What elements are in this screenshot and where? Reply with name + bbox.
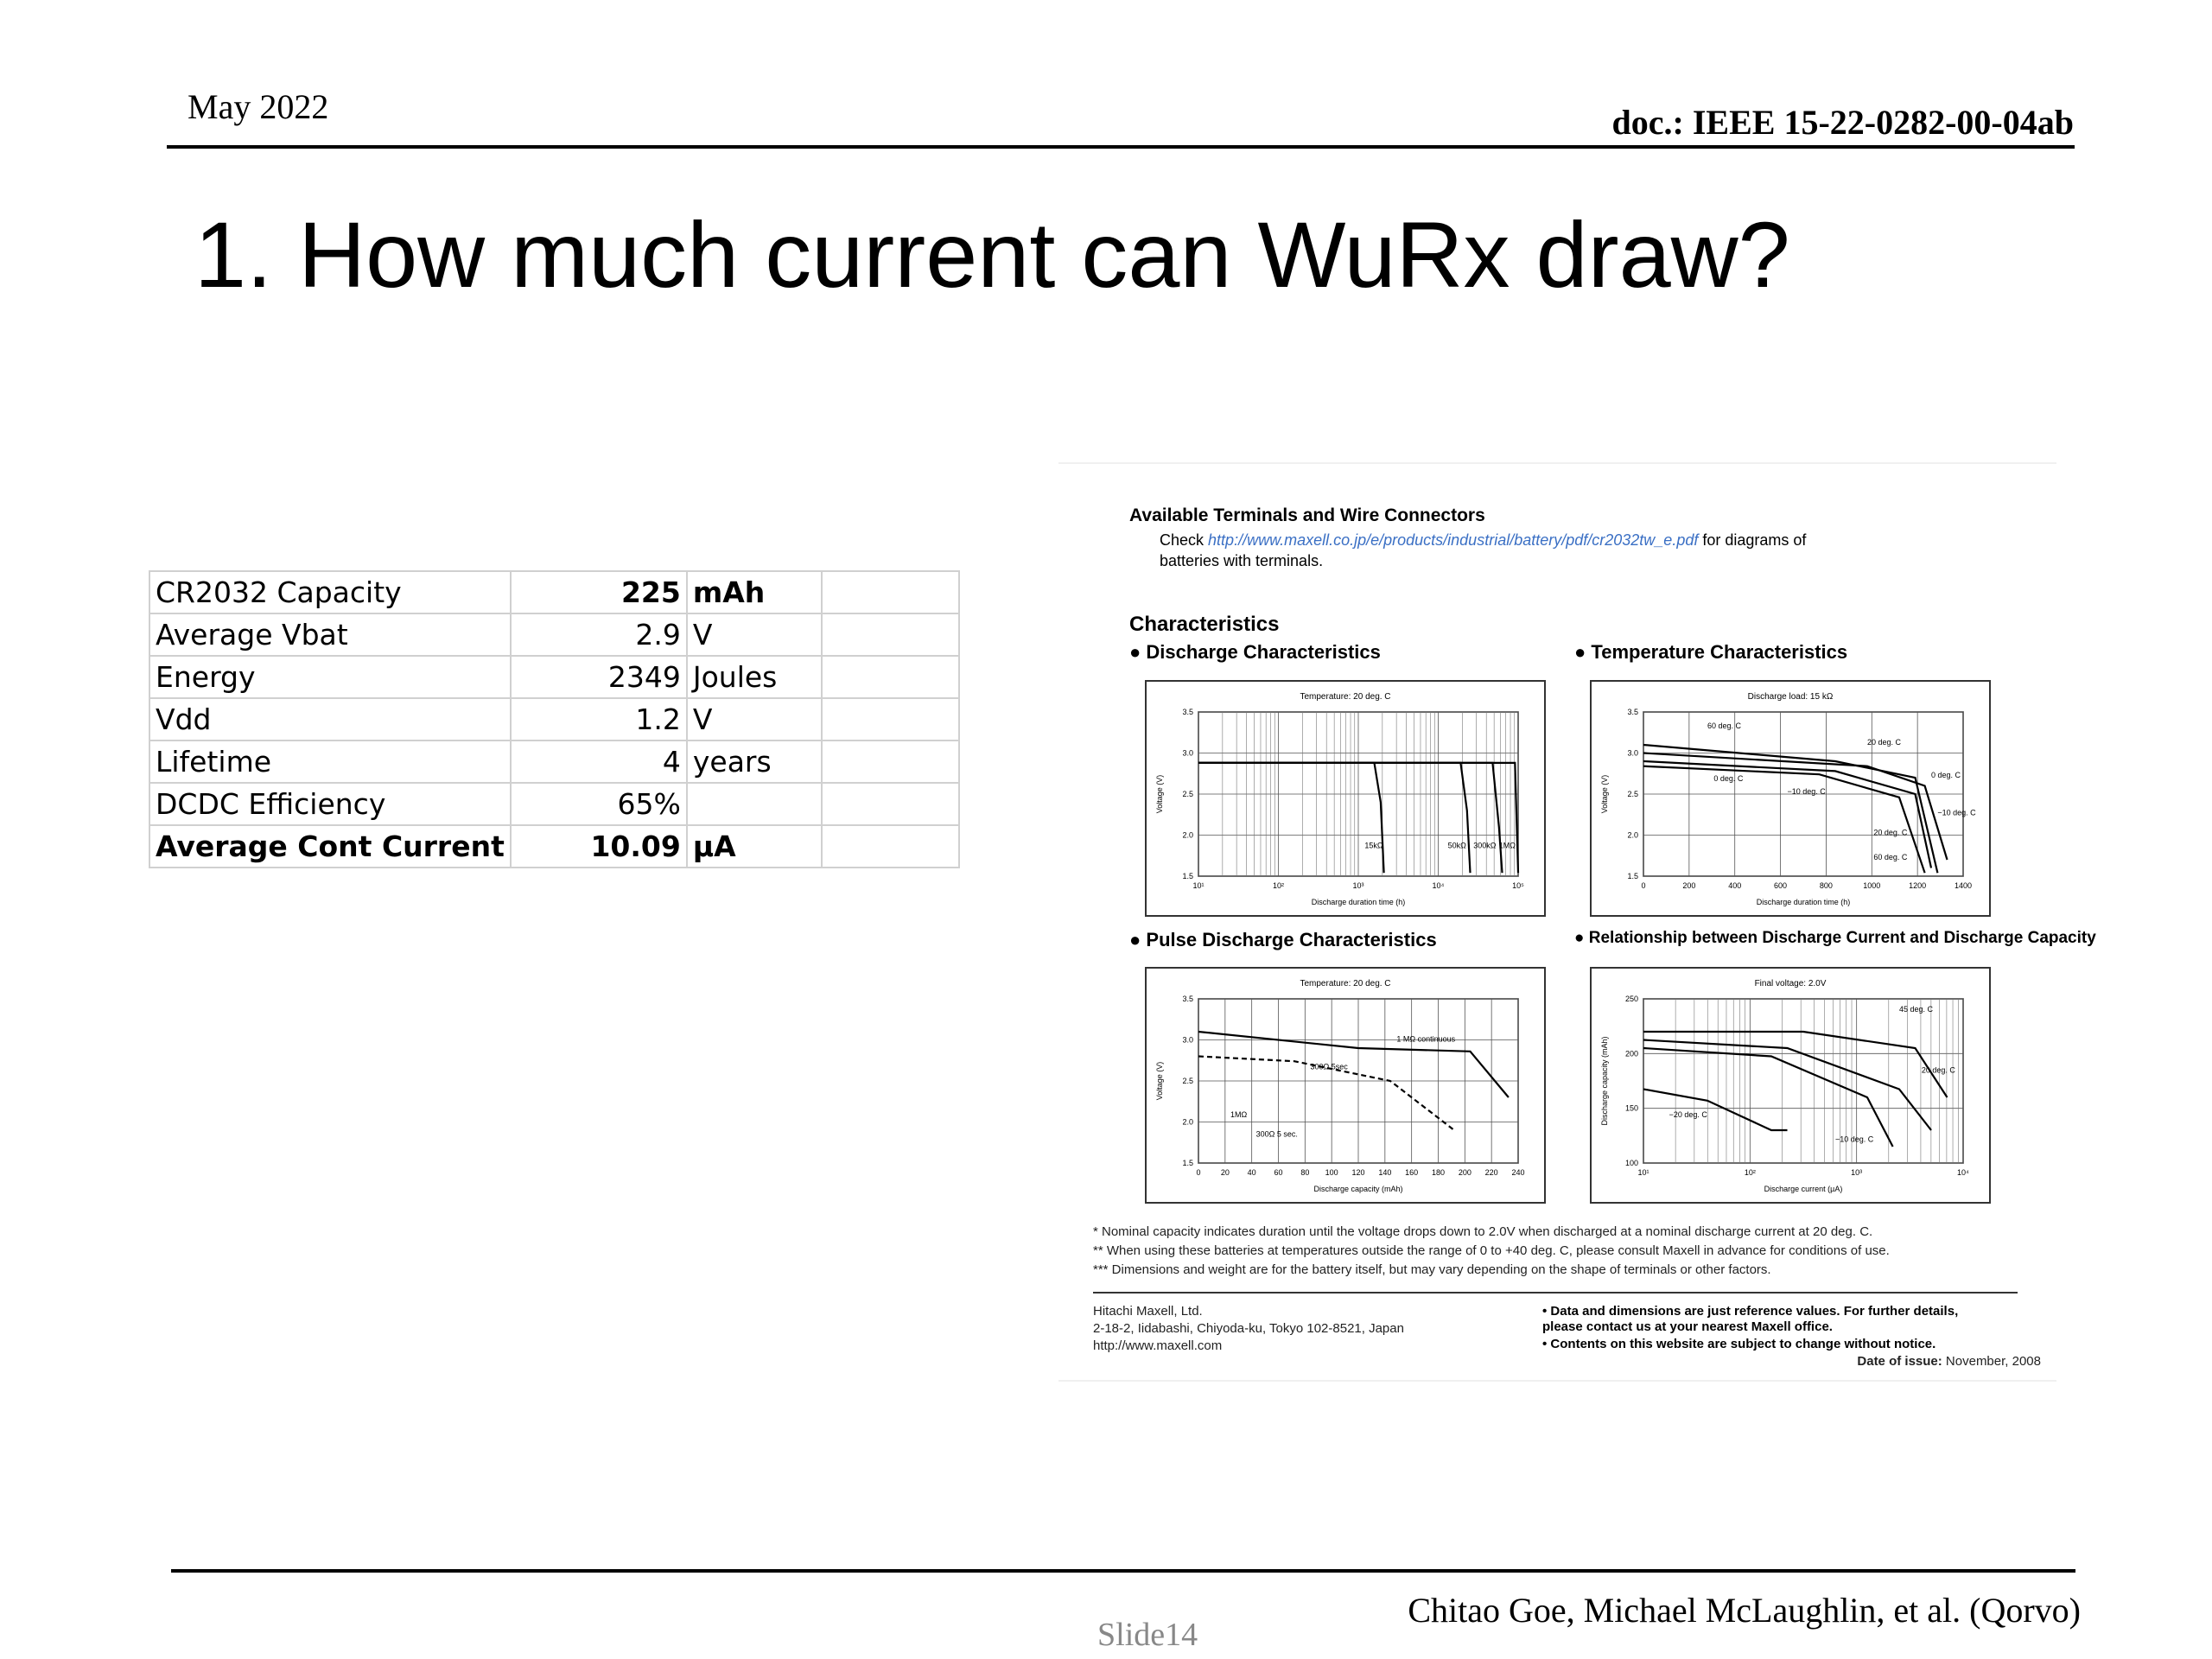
datasheet-link[interactable]: http://www.maxell.co.jp/e/products/industrial/battery/pdf/cr2032tw_e.pdf (1208, 531, 1699, 549)
chart-annotation: 1MΩ (1498, 841, 1516, 850)
table-row (149, 698, 959, 741)
battery-calc-table (149, 570, 960, 868)
table-row (149, 613, 959, 656)
chart-title: ● Discharge Characteristics (1129, 641, 1381, 663)
row-label: Vdd (149, 698, 511, 741)
chart-annotation: −20 deg. C (1669, 1109, 1707, 1119)
x-tick-label: 10⁴ (1957, 1168, 1969, 1177)
chart-curve (1643, 1048, 1893, 1147)
x-tick-label: 0 (1196, 1168, 1201, 1177)
y-tick-label: 3.0 (1182, 748, 1193, 758)
row-unit: V (687, 698, 822, 741)
row-label: Energy (149, 656, 511, 698)
terminals-heading: Available Terminals and Wire Connectors (1129, 505, 1485, 525)
header-rule (167, 145, 2075, 149)
x-tick-label: 160 (1405, 1168, 1419, 1177)
row-value: 65% (511, 783, 687, 825)
x-tick-label: 10³ (1851, 1168, 1863, 1177)
row-unit: Joules (687, 656, 822, 698)
plot-frame (1643, 999, 1963, 1163)
y-tick-label: 1.5 (1627, 872, 1638, 880)
table-row (149, 825, 959, 868)
y-tick-label: 150 (1624, 1103, 1638, 1113)
x-axis-label: Discharge duration time (h) (1756, 898, 1851, 906)
chart-annotation: 0 deg. C (1931, 771, 1961, 779)
table-row (149, 571, 959, 613)
x-axis-label: Discharge duration time (h) (1311, 898, 1406, 906)
chart-annotation: 300Ω 5 sec. (1255, 1129, 1298, 1139)
x-tick-label: 60 (1274, 1168, 1283, 1177)
chart-annotation: 20 deg. C (1867, 738, 1902, 747)
chart-annotation: 60 deg. C (1873, 853, 1908, 861)
header-date: May 2022 (188, 87, 329, 126)
note-2: ** When using these batteries at temperatures outside the range of 0 to +40 deg. C, please consult Maxell in advance for conditions of use. (1093, 1243, 1890, 1258)
x-tick-label: 1000 (1863, 881, 1881, 890)
x-tick-label: 1400 (1954, 881, 1973, 890)
x-axis-label: Discharge current (µA) (1764, 1185, 1843, 1193)
header-doc-id: doc.: IEEE 15-22-0282-00-04ab (1611, 103, 2074, 142)
chart-annotation: −10 deg. C (1787, 787, 1826, 796)
row-empty (822, 571, 959, 613)
check-line-2: batteries with terminals. (1160, 552, 1324, 569)
chart-annotation: 50kΩ (1447, 841, 1466, 850)
x-tick-label: 80 (1300, 1168, 1310, 1177)
row-label: DCDC Efficiency (149, 783, 511, 825)
disclaimer-2: please contact us at your nearest Maxell office. (1542, 1319, 1833, 1334)
issue-date: Date of issue: November, 2008 (1857, 1354, 2041, 1369)
y-tick-label: 200 (1624, 1049, 1638, 1058)
chart-annotation: 20 deg. C (1873, 828, 1908, 837)
x-tick-label: 600 (1774, 881, 1788, 890)
x-tick-label: 240 (1511, 1168, 1525, 1177)
x-tick-label: 10² (1272, 881, 1285, 890)
datasheet-chart (1590, 680, 1991, 917)
row-unit: mAh (687, 571, 822, 613)
chart-plot (1147, 969, 1544, 1202)
chart-plot (1592, 682, 1989, 915)
x-axis-label: Discharge capacity (mAh) (1313, 1185, 1403, 1193)
datasheet-chart (1145, 680, 1546, 917)
row-empty (822, 613, 959, 656)
y-axis-label: Voltage (V) (1600, 774, 1609, 814)
y-axis-label: Voltage (V) (1155, 774, 1164, 814)
y-tick-label: 250 (1624, 995, 1638, 1003)
x-tick-label: 120 (1351, 1168, 1365, 1177)
y-axis-label: Voltage (V) (1155, 1061, 1164, 1101)
chart-plot (1147, 682, 1544, 915)
x-tick-label: 10¹ (1192, 881, 1205, 890)
chart-subtitle: Temperature: 20 deg. C (1300, 692, 1391, 702)
y-tick-label: 3.5 (1627, 708, 1638, 716)
chart-curve (1643, 761, 1931, 868)
chart-plot (1592, 969, 1989, 1202)
chart-curve (1198, 763, 1384, 873)
row-empty (822, 825, 959, 868)
chart-annotation: 300Ω 5sec (1310, 1062, 1348, 1071)
y-tick-label: 2.5 (1182, 1077, 1193, 1085)
disclaimer-1: • Data and dimensions are just reference values. For further details, (1542, 1304, 1959, 1319)
row-unit: V (687, 613, 822, 656)
x-tick-label: 40 (1247, 1168, 1256, 1177)
datasheet-image (1058, 462, 2096, 1382)
company-url: http://www.maxell.com (1093, 1338, 1223, 1353)
chart-annotation: 1MΩ (1230, 1109, 1248, 1119)
y-tick-label: 3.0 (1182, 1035, 1193, 1045)
table-row (149, 783, 959, 825)
chart-curve (1643, 1032, 1948, 1097)
y-axis-label: Discharge capacity (mAh) (1600, 1036, 1609, 1126)
y-tick-label: 2.0 (1182, 830, 1193, 840)
x-tick-label: 400 (1728, 881, 1742, 890)
y-tick-label: 3.0 (1627, 748, 1638, 758)
note-1: * Nominal capacity indicates duration until the voltage drops down to 2.0V when discharged at a nominal discharge current at 20 deg. C. (1093, 1224, 1873, 1239)
table-row (149, 656, 959, 698)
row-label: CR2032 Capacity (149, 571, 511, 613)
table-row (149, 741, 959, 783)
y-tick-label: 3.5 (1182, 995, 1193, 1003)
y-tick-label: 2.0 (1182, 1117, 1193, 1127)
row-value: 2349 (511, 656, 687, 698)
company-name: Hitachi Maxell, Ltd. (1093, 1304, 1203, 1319)
x-tick-label: 220 (1484, 1168, 1498, 1177)
chart-annotation: 0 deg. C (1713, 773, 1744, 783)
chart-title: ● Relationship between Discharge Current and Discharge Capacity (1574, 929, 2096, 947)
chart-subtitle: Temperature: 20 deg. C (1300, 979, 1391, 988)
chart-subtitle: Discharge load: 15 kΩ (1747, 692, 1834, 702)
row-empty (822, 698, 959, 741)
chart-curve (1198, 1032, 1509, 1097)
row-unit: years (687, 741, 822, 783)
chart-annotation: 60 deg. C (1707, 721, 1742, 730)
chart-annotation: −10 deg. C (1937, 808, 1976, 817)
chart-annotation: 15kΩ (1364, 841, 1383, 850)
row-unit (687, 783, 822, 825)
disclaimer-3: • Contents on this website are subject to change without notice. (1542, 1337, 1936, 1351)
chart-title: ● Temperature Characteristics (1574, 641, 1848, 663)
chart-annotation: 20 deg. C (1921, 1065, 1955, 1075)
row-value: 225 (511, 571, 687, 613)
row-value: 1.2 (511, 698, 687, 741)
x-tick-label: 1200 (1909, 881, 1927, 890)
x-tick-label: 200 (1682, 881, 1696, 890)
note-3: *** Dimensions and weight are for the battery itself, but may vary depending on the shape of terminals or other factors. (1093, 1262, 1771, 1277)
chart-curve (1643, 1090, 1788, 1131)
row-empty (822, 656, 959, 698)
y-tick-label: 2.0 (1627, 830, 1638, 840)
y-tick-label: 2.5 (1182, 790, 1193, 798)
footer-rule (171, 1569, 2075, 1573)
x-tick-label: 200 (1458, 1168, 1471, 1177)
y-tick-label: 2.5 (1627, 790, 1638, 798)
x-tick-label: 180 (1431, 1168, 1446, 1177)
row-value: 4 (511, 741, 687, 783)
x-tick-label: 800 (1819, 881, 1833, 890)
company-address: 2-18-2, Iidabashi, Chiyoda-ku, Tokyo 102-8521, Japan (1093, 1321, 1404, 1336)
x-tick-label: 10³ (1352, 881, 1364, 890)
row-value: 10.09 (511, 825, 687, 868)
row-empty (822, 783, 959, 825)
chart-subtitle: Final voltage: 2.0V (1754, 979, 1827, 988)
slide-title: 1. How much current can WuRx draw? (194, 202, 1790, 307)
footer-authors: Chitao Goe, Michael McLaughlin, et al. (Qorvo) (1408, 1591, 2081, 1630)
x-tick-label: 100 (1325, 1168, 1338, 1177)
row-label: Average Cont Current (149, 825, 511, 868)
row-value: 2.9 (511, 613, 687, 656)
x-tick-label: 20 (1220, 1168, 1230, 1177)
slide-number: Slide14 (1097, 1617, 1198, 1653)
row-empty (822, 741, 959, 783)
x-tick-label: 10⁵ (1512, 881, 1524, 890)
check-line: Check http://www.maxell.co.jp/e/products/industrial/battery/pdf/cr2032tw_e.pdf for diagrams of (1160, 531, 1807, 549)
y-tick-label: 1.5 (1182, 872, 1193, 880)
characteristics-heading: Characteristics (1129, 613, 1280, 636)
y-tick-label: 100 (1624, 1159, 1638, 1167)
chart-annotation: −10 deg. C (1835, 1135, 1874, 1144)
x-tick-label: 10² (1744, 1168, 1756, 1177)
x-tick-label: 140 (1378, 1168, 1392, 1177)
y-tick-label: 3.5 (1182, 708, 1193, 716)
x-tick-label: 10⁴ (1432, 881, 1445, 890)
x-tick-label: 10¹ (1637, 1168, 1649, 1177)
y-tick-label: 1.5 (1182, 1159, 1193, 1167)
chart-annotation: 1 MΩ continuous (1396, 1034, 1456, 1044)
chart-annotation: 45 deg. C (1899, 1005, 1934, 1014)
x-tick-label: 0 (1641, 881, 1646, 890)
datasheet-chart (1590, 967, 1991, 1204)
row-label: Lifetime (149, 741, 511, 783)
row-label: Average Vbat (149, 613, 511, 656)
chart-title: ● Pulse Discharge Characteristics (1129, 929, 1437, 950)
chart-annotation: 300kΩ (1473, 841, 1497, 850)
row-unit: µA (687, 825, 822, 868)
datasheet-chart (1145, 967, 1546, 1204)
datasheet-rule (1093, 1292, 2018, 1294)
